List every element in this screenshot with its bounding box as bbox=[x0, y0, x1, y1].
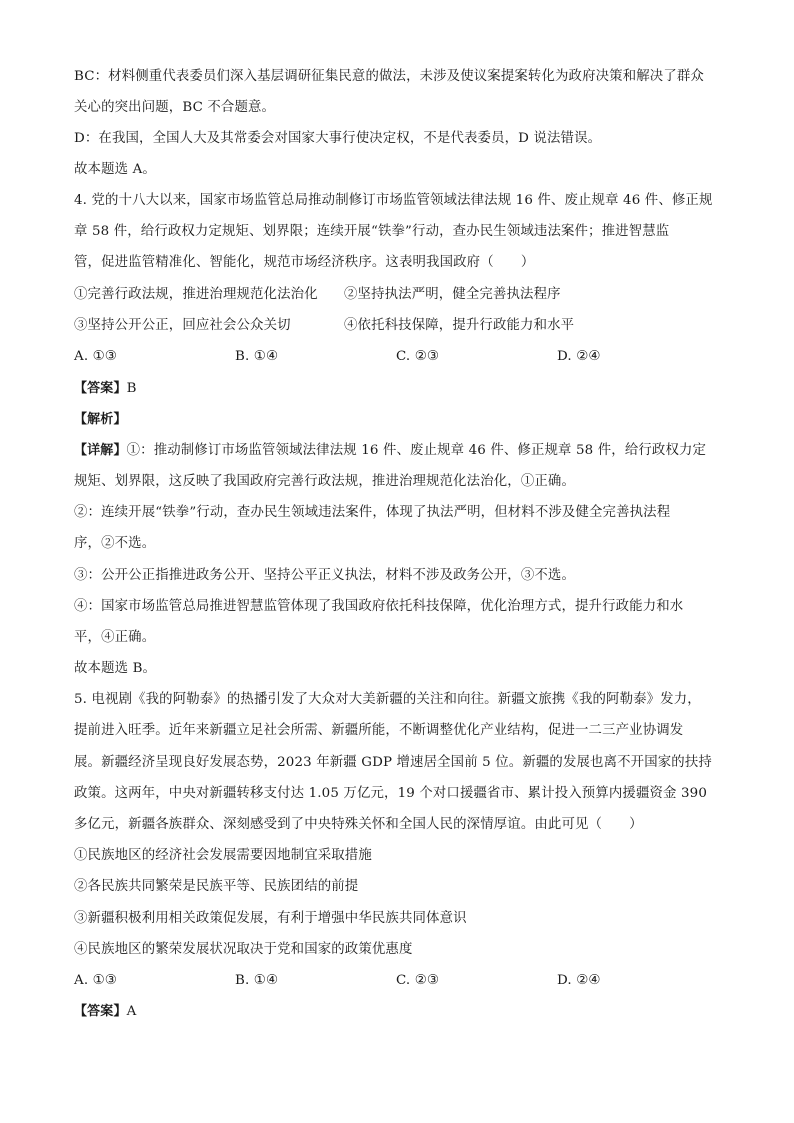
bc-analysis-line-2: 关心的突出问题，BC 不合题意。 bbox=[74, 100, 276, 115]
q4-detail-4-line-1: ④：国家市场监管总局推进智慧监管体现了我国政府依托科技保障，优化治理方式，提升行政能力和水 bbox=[74, 599, 684, 614]
q4-option-a: A. ①③ bbox=[74, 349, 117, 364]
analysis-label: 【解析】 bbox=[74, 412, 127, 427]
prev-conclusion: 故本题选 A。 bbox=[74, 162, 156, 177]
q4-stem-line-2: 章 58 件，给行政权力定规矩、划界限；连续开展“铁拳”行动，查办民生领域违法案件；推进智慧监 bbox=[74, 224, 670, 239]
q5-statement-2: ②各民族共同繁荣是民族平等、民族团结的前提 bbox=[74, 879, 359, 894]
q4-answer-value: B bbox=[126, 381, 137, 396]
q5-stem-line-2: 提前进入旺季。近年来新疆立足社会所需、新疆所能，不断调整优化产业结构，促进一二三产业协调发 bbox=[74, 723, 684, 738]
q5-stem-line-5: 多亿元，新疆各族群众、深刻感受到了中央特殊关怀和全国人民的深情厚谊。由此可见（ ） bbox=[74, 817, 643, 832]
q4-detail-4-line-2: 平，④正确。 bbox=[74, 630, 156, 645]
q4-stem-line-1: 4. 党的十八大以来，国家市场监管总局推动制修订市场监管领域法律法规 16 件、废止规章 46 件、修正规 bbox=[74, 193, 713, 208]
bc-analysis-line-1: BC：材料侧重代表委员们深入基层调研征集民意的做法，未涉及使议案提案转化为政府决策和解决了群众 bbox=[74, 69, 704, 84]
q4-statement-4: ④依托科技保障，提升行政能力和水平 bbox=[344, 318, 575, 333]
q4-option-b: B. ①④ bbox=[235, 349, 279, 364]
q5-stem-line-1: 5. 电视剧《我的阿勒泰》的热播引发了大众对大美新疆的关注和向往。新疆文旅携《我的阿勒泰》发力， bbox=[74, 692, 701, 707]
q4-detail-1-text: ①：推动制修订市场监管领域法律法规 16 件、废止规章 46 件、修正规章 58 件，给行政权力定 bbox=[126, 443, 707, 458]
q4-detail-1-line-2: 规矩、划界限，这反映了我国政府完善行政法规，推进治理规范化法治化，①正确。 bbox=[74, 474, 576, 489]
q4-conclusion: 故本题选 B。 bbox=[74, 661, 157, 676]
answer-label: 【答案】 bbox=[74, 1004, 127, 1019]
q4-statement-1: ①完善行政法规，推进治理规范化法治化 bbox=[74, 287, 318, 302]
q5-statement-3: ③新疆积极利用相关政策促发展，有利于增强中华民族共同体意识 bbox=[74, 911, 467, 926]
d-analysis: D：在我国，全国人大及其常委会对国家大事行使决定权，不是代表委员，D 说法错误。 bbox=[74, 131, 602, 146]
q5-statement-1: ①民族地区的经济社会发展需要因地制宜采取措施 bbox=[74, 848, 372, 863]
answer-label: 【答案】 bbox=[74, 381, 127, 396]
q4-analysis-heading bbox=[74, 411, 724, 429]
detail-label: 【详解】 bbox=[74, 443, 127, 458]
q5-option-a: A. ①③ bbox=[74, 973, 117, 988]
q4-stem-line-3: 管，促进监管精准化、智能化，规范市场经济秩序。这表明我国政府（ ） bbox=[74, 255, 535, 270]
q5-option-c: C. ②③ bbox=[396, 973, 440, 988]
q4-detail-1-line-1 bbox=[74, 442, 724, 460]
q5-answer bbox=[74, 1003, 724, 1021]
q4-detail-2-line-1: ②：连续开展“铁拳”行动，查办民生领域违法案件，体现了执法严明，但材料不涉及健全完善执法程 bbox=[74, 505, 671, 520]
q5-stem-line-3: 展。新疆经济呈现良好发展态势，2023 年新疆 GDP 增速居全国前 5 位。新疆的发展也离不开国家的扶持 bbox=[74, 755, 712, 770]
q5-answer-value: A bbox=[126, 1004, 137, 1019]
q4-statement-2: ②坚持执法严明，健全完善执法程序 bbox=[344, 287, 561, 302]
q5-option-b: B. ①④ bbox=[235, 973, 279, 988]
q5-option-d: D. ②④ bbox=[557, 973, 601, 988]
q4-option-c: C. ②③ bbox=[396, 349, 440, 364]
q4-option-d: D. ②④ bbox=[557, 349, 601, 364]
q4-statement-3: ③坚持公开公正，回应社会公众关切 bbox=[74, 318, 291, 333]
q4-detail-2-line-2: 序，②不选。 bbox=[74, 536, 156, 551]
q4-detail-3: ③：公开公正指推进政务公开、坚持公平正义执法，材料不涉及政务公开，③不选。 bbox=[74, 568, 576, 583]
q5-statement-4: ④民族地区的繁荣发展状况取决于党和国家的政策优惠度 bbox=[74, 942, 413, 957]
q5-stem-line-4: 政策。这两年，中央对新疆转移支付达 1.05 万亿元，19 个对口援疆省市、累计投入预算内援疆资金 390 bbox=[74, 786, 708, 801]
q4-answer bbox=[74, 380, 724, 398]
